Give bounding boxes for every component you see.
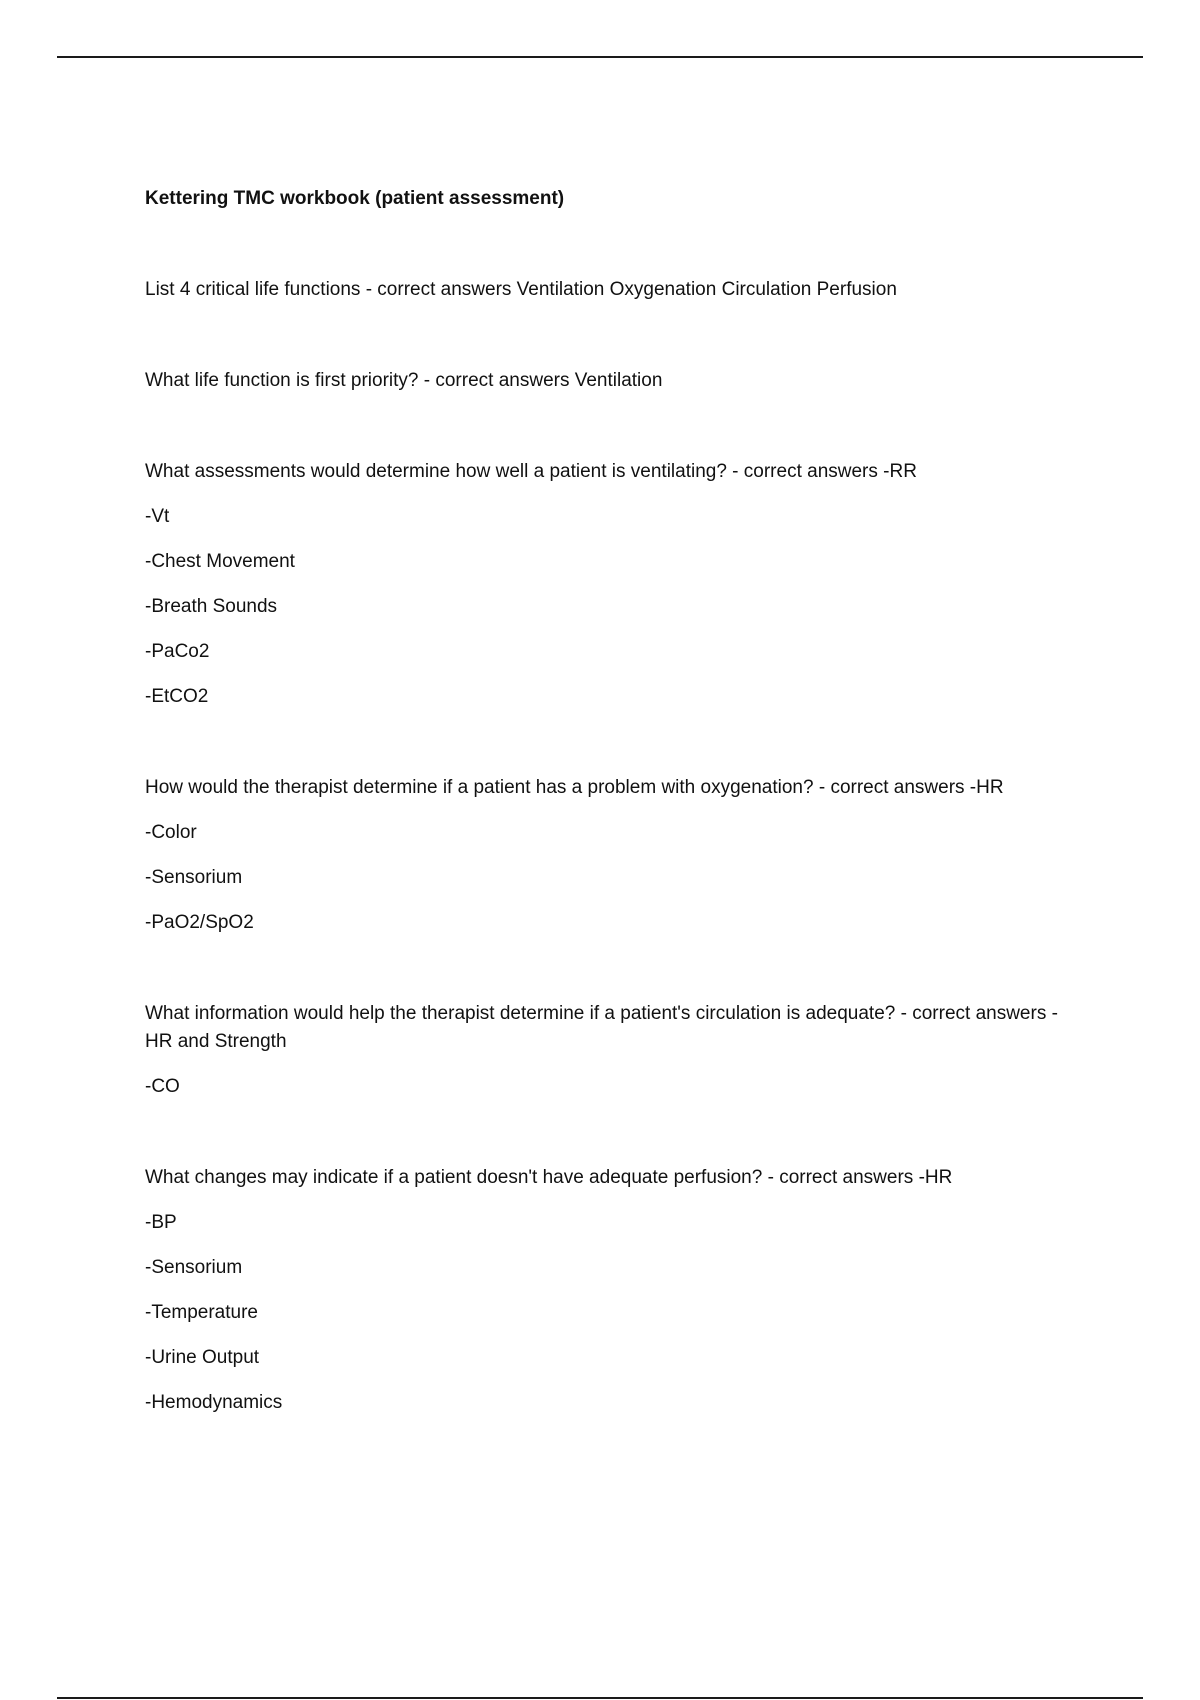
qa-block	[145, 774, 1080, 937]
question-text: What assessments would determine how well a patient is ventilating? - correct answers -RR	[145, 461, 917, 482]
document-title: Kettering TMC workbook (patient assessment)	[145, 188, 565, 209]
bottom-rule	[57, 1697, 1143, 1699]
question-text: What changes may indicate if a patient doesn't have adequate perfusion? - correct answers -HR	[145, 1167, 953, 1188]
question-text: What information would help the therapist determine if a patient's circulation is adequate? - correct answers -HR and Strength	[145, 1003, 1058, 1052]
answer-item: -Hemodynamics	[145, 1392, 283, 1413]
question-text: List 4 critical life functions - correct answers Ventilation Oxygenation Circulation Perfusion	[145, 279, 897, 300]
answer-item: -EtCO2	[145, 686, 209, 707]
answer-item: -Vt	[145, 506, 170, 527]
answer-item: -BP	[145, 1212, 177, 1233]
question-text: What life function is first priority? - correct answers Ventilation	[145, 370, 663, 391]
answer-item: -PaCo2	[145, 641, 210, 662]
answer-item: -Sensorium	[145, 867, 243, 888]
qa-block	[145, 276, 1080, 304]
answer-item: -Urine Output	[145, 1347, 260, 1368]
answer-item: -Temperature	[145, 1302, 258, 1323]
qa-block	[145, 367, 1080, 395]
answer-item: -Breath Sounds	[145, 596, 278, 617]
question-text: How would the therapist determine if a patient has a problem with oxygenation? - correct answers -HR	[145, 777, 1004, 798]
qa-block	[145, 1164, 1080, 1417]
qa-block	[145, 458, 1080, 711]
answer-item: -Sensorium	[145, 1257, 243, 1278]
answer-item: -CO	[145, 1076, 180, 1097]
answer-item: -Chest Movement	[145, 551, 295, 572]
qa-block	[145, 1000, 1080, 1101]
top-rule	[57, 56, 1143, 58]
answer-item: -Color	[145, 822, 197, 843]
document-body	[145, 185, 1080, 1417]
answer-item: -PaO2/SpO2	[145, 912, 254, 933]
